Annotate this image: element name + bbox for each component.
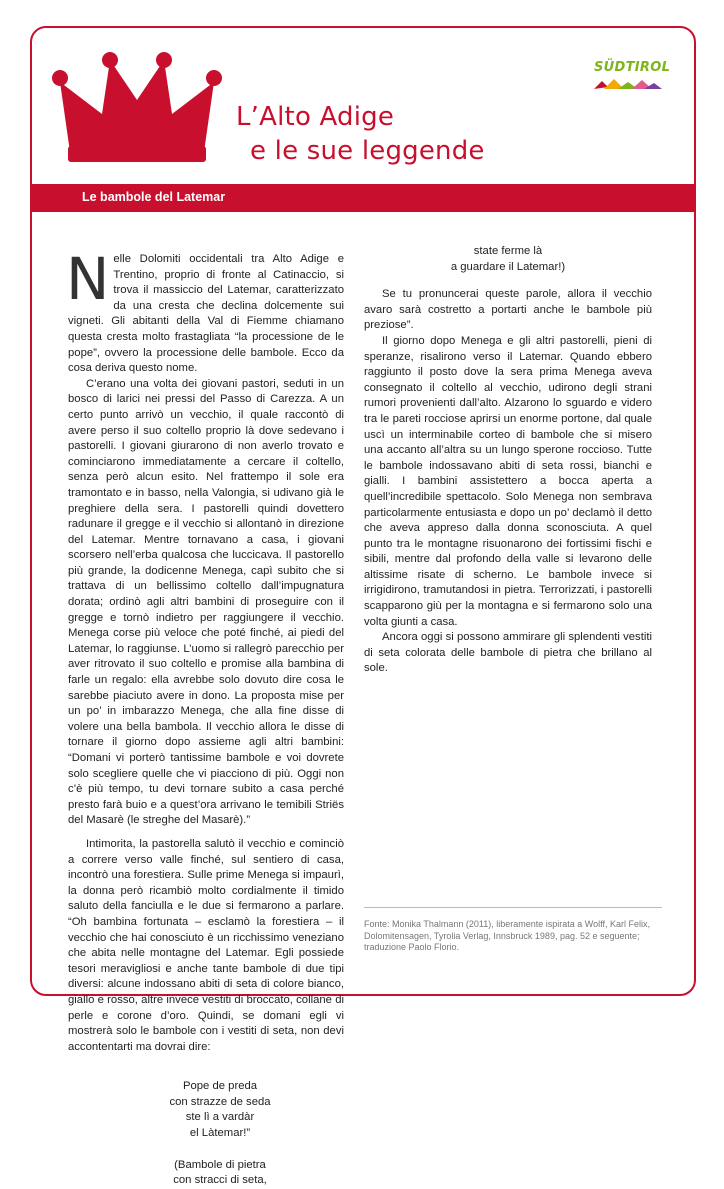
title-line-2: e le sue leggende [250,136,485,166]
poem-line: el Làtemar!” [189,1127,251,1140]
poem-italian-part2 [364,244,652,275]
logo-mountains-icon [594,77,662,91]
paragraph: Nelle Dolomiti occidentali tra Alto Adige e Trentino, proprio di fronte al Catinaccio, si trova il massiccio del Latemar, caratterizzato da una cresta che declina dolcemente sui vigneti. Gli abitanti della Val di Fiemme chiamano questa cresta molto frastagliata “la processione de le pope”, ovvero la processione delle bambole. Ecco da cosa deriva questo nome. [66,245,344,375]
crown-icon [52,52,222,162]
source-note: Fonte: Monika Thalmann (2011), liberamente ispirata a Wolff, Karl Felix, Dolomitensagen, Tyrolia Verlag, Innsbruck 1989, pag. 52 e seguente; traduzione Paolo Florio. [364,919,650,953]
poem-line: state ferme là [473,245,543,257]
story-left-column [66,245,344,1189]
poem-ladin [68,1079,344,1141]
poem-italian-part1 [68,1158,344,1189]
sudtirol-logo [594,60,671,96]
paragraph: Se tu pronuncerai queste parole, allora il vecchio avaro sarà costretto a portarti anche le bambole più preziose”. [364,288,652,332]
poem-line: Pope de preda [182,1080,258,1093]
paragraph: C’erano una volta dei giovani pastori, seduti in un bosco di larici nei pressi del Passo di Carezza. A un certo punto arrivò un vecchio, il quale raccontò di avere perso il suo coltello proprio là dove sedevano i pastorelli. I giovani giurarono di non averlo trovato e cominciarono immediatamente a cercare il coltello, senza però alcun esito. Nel frattempo il sole era tramontato e in basso, nella Valongia, si udivano già le preghiere della sera. I pastorelli quindi dovettero radunare il gregge e il vecchio si allontanò in direzione del Latemar. Mentre tornavano a casa, i giovani scorsero nell’erba qualcosa che luccicava. Il pastorello più grande, la dodicenne Menega, capì subito che si trattava di un bellissimo coltello dall’impugnatura dorata; ordinò agli altri bambini di proseguire con il gregge e tornò indietro per raggiungere il vecchio. Menega corse più veloce che poté finché, ai piedi del Latemar, lo raggiunse. L’uomo si rallegrò parecchio per aver ritrovato il suo coltello e promise alla bambina di farle un regalo: ella avrebbe solo dovuto dire cosa le sarebbe piaciuto avere in dono. La proposta mise per un po’ in imbarazzo Menega, che alla fine disse di volere una bella bambola. Il vecchio allora le disse di tornare il giorno dopo assieme agli altri bambini: “Domani vi porterò tantissime bambole e voi dovrete solo scegliere quelle che vi piacciono di più. Oggi non c’è più tempo, tu devi tornare subito a casa perché presto farà buio e a quest’ora arrivano le temibili Striës del Masarè (le streghe del Masarè).” [68,377,344,827]
paragraph: Intimorita, la pastorella salutò il vecchio e cominciò a correre verso valle finché, sul sentiero di casa, incontrò una forestiera. Sulle prime Menega si impaurì, la donna però ricambiò molto cordialmente il timido saluto della fanciulla e le due si fermarono a parlare. “Oh bambina fortunata – esclamò la forestiera – il vecchio che hai conosciuto è un ricchissimo veneziano che abita nelle montagne del Latemar. Egli possiede tesori meravigliosi e anche tante bambole di due tipi diversi: alcune indossano abiti di seta di colore bianco, giallo e rosso, altre invece vestiti di broccato, collane di perle e corone d’oro. Quindi, se domani egli vi mostrerà solo le bambole con i vestiti di seta, non devi accontentarti ma dovrai dire: [68,837,344,1053]
paragraph: Il giorno dopo Menega e gli altri pastorelli, pieni di speranze, risalirono verso il Latemar. Quando ebbero raggiunto il posto dove la sera prima Menega aveva consegnato il coltello al vecchio, udirono degli strani rumori provenienti dall’alto. Alzarono lo sguardo e videro tra le pareti rocciose aprirsi un enorme portone, dal quale uscì un interminabile corteo di bambole che si misero una accanto all’altra su un lungo sperone roccioso. Tutte le bambole indossavano abiti di seta rossi, bianchi e gialli. I bambini assistettero a bocca aperta a quell’incredibile spettacolo. Solo Menega non sembrava particolarmente entusiasta e dopo un po’ declamò il detto che aveva appreso dalla donna sconosciuta. A quel punto tra le montagne risuonarono dei fortissimi fischi e sibili, mentre dal profondo della valle si levarono delle altissime risate di scherno. Le bambole invece si irrigidirono, tramutandosi in pietra. Terrorizzati, i pastorelli scapparono giù per la montagna e si fermarono solo una volta giunti a casa. [364,334,652,628]
poem-line: con stracci di seta, [173,1174,267,1187]
poem-line: a guardare il Latemar!) [450,260,566,273]
section-band [30,184,696,212]
drop-cap: N [66,245,110,313]
story-right-column [364,244,652,677]
poem-line: con strazze de seda [169,1095,271,1108]
page-title [236,100,485,168]
logo-wordmark: SÜDTIROL [594,60,671,75]
section-title: Le bambole del Latemar [82,190,226,204]
poem-line: (Bambole di pietra [174,1158,266,1171]
paragraph: Ancora oggi si possono ammirare gli splendenti vestiti di seta colorata delle bambole di pietra che brillano al sole. [364,631,652,675]
source-divider [364,907,662,908]
poem-line: ste lì a vardàr [185,1111,255,1124]
title-line-1: L’Alto Adige [236,102,395,132]
